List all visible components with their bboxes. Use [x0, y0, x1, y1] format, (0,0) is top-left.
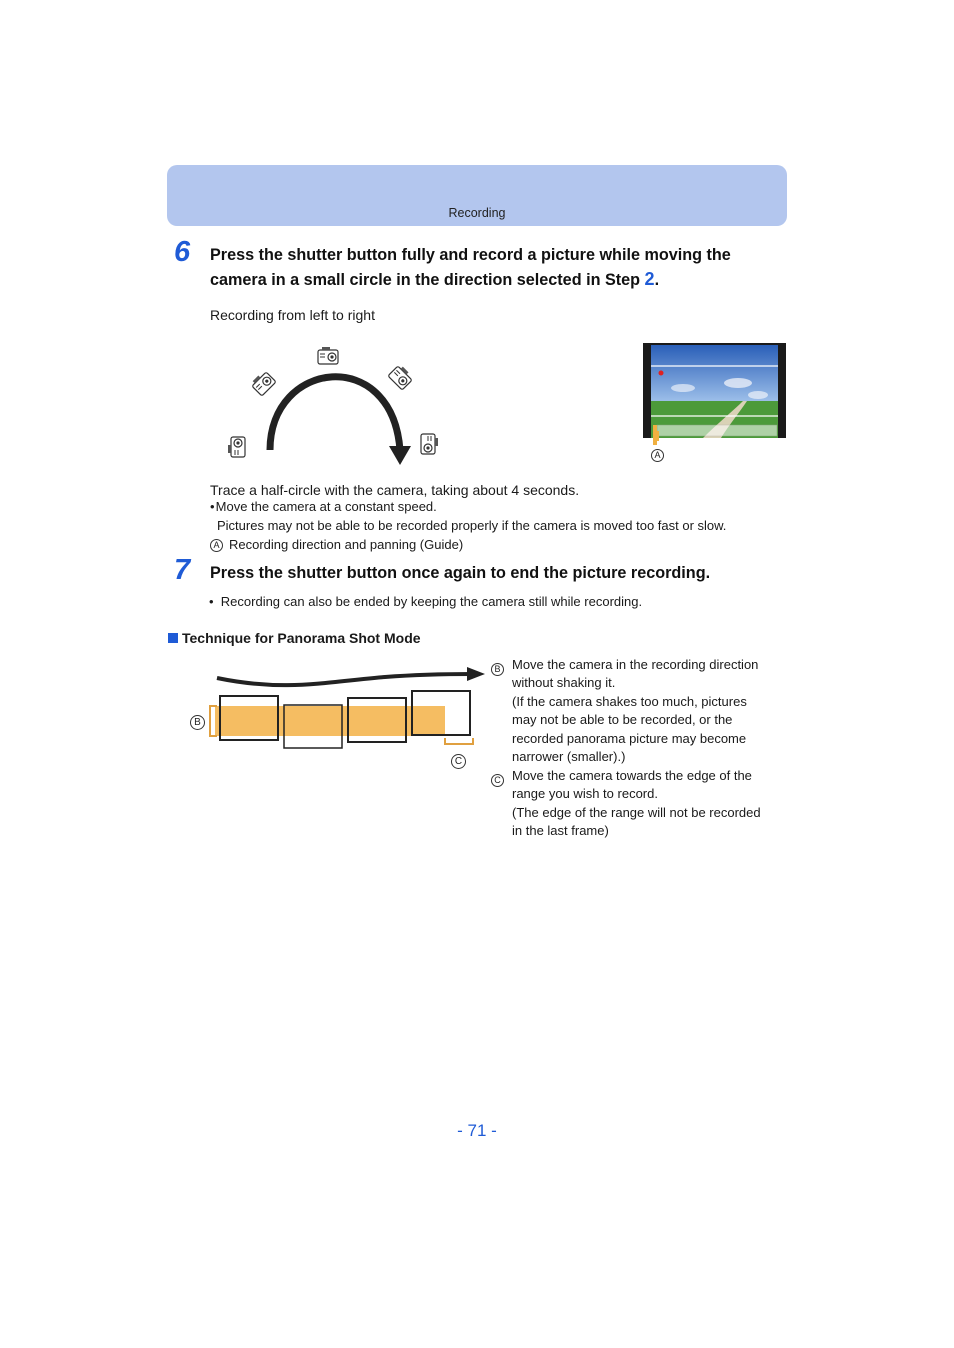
- recording-caption: Recording from left to right: [210, 307, 375, 323]
- marker-b: B: [491, 660, 510, 678]
- panorama-technique-diagram: [205, 662, 490, 757]
- bullet-constant-speed-note: Pictures may not be able to be recorded properly if the camera is moved too fast or slow.: [217, 518, 727, 533]
- camera-icon: [250, 370, 276, 396]
- technique-c-text: Move the camera towards the edge of the range you wish to record. (The edge of the range will not be recorded in the last frame): [512, 768, 761, 839]
- guide-legend: A Recording direction and panning (Guide): [210, 536, 463, 554]
- camera-arc-illustration: [222, 340, 452, 470]
- page-number: - 71 -: [457, 1121, 497, 1140]
- technique-b-text: Move the camera in the recording direction without shaking it. (If the camera shakes too much, pictures may not be able to be recorded, or the recorded panorama picture may become narrower (smaller).): [512, 657, 759, 765]
- panorama-screen-preview: [643, 343, 787, 463]
- technique-heading: Technique for Panorama Shot Mode: [168, 630, 421, 646]
- camera-icon: [318, 347, 338, 364]
- section-title: Recording: [448, 206, 506, 220]
- step-6-title-line2: camera in a small circle in the direction selected in Step 2.: [210, 269, 660, 289]
- marker-c-diagram: C: [451, 752, 472, 770]
- guide-marker-a: A: [651, 446, 670, 464]
- camera-icon: [388, 364, 414, 390]
- step-7-note: • Recording can also be ended by keeping the camera still while recording.: [209, 594, 643, 609]
- step-6-number: 6: [174, 236, 191, 268]
- bullet-constant-speed: • Move the camera at a constant speed.: [210, 499, 437, 514]
- trace-instruction: Trace a half-circle with the camera, taking about 4 seconds.: [210, 482, 580, 498]
- marker-a: A: [210, 539, 223, 552]
- marker-b-diagram: B: [190, 713, 211, 731]
- step-reference[interactable]: 2: [644, 269, 655, 289]
- camera-icon: [228, 437, 245, 457]
- square-bullet-icon: [168, 633, 178, 643]
- marker-c: C: [491, 771, 510, 789]
- step-6-title: [210, 243, 780, 292]
- step-7-title: Press the shutter button once again to end the picture recording.: [210, 564, 711, 582]
- curved-arrow-icon: [270, 377, 400, 450]
- step-6-title-line1: Press the shutter button fully and record a picture while moving the: [210, 246, 731, 264]
- step-7-number: 7: [174, 554, 191, 586]
- camera-icon: [421, 434, 438, 454]
